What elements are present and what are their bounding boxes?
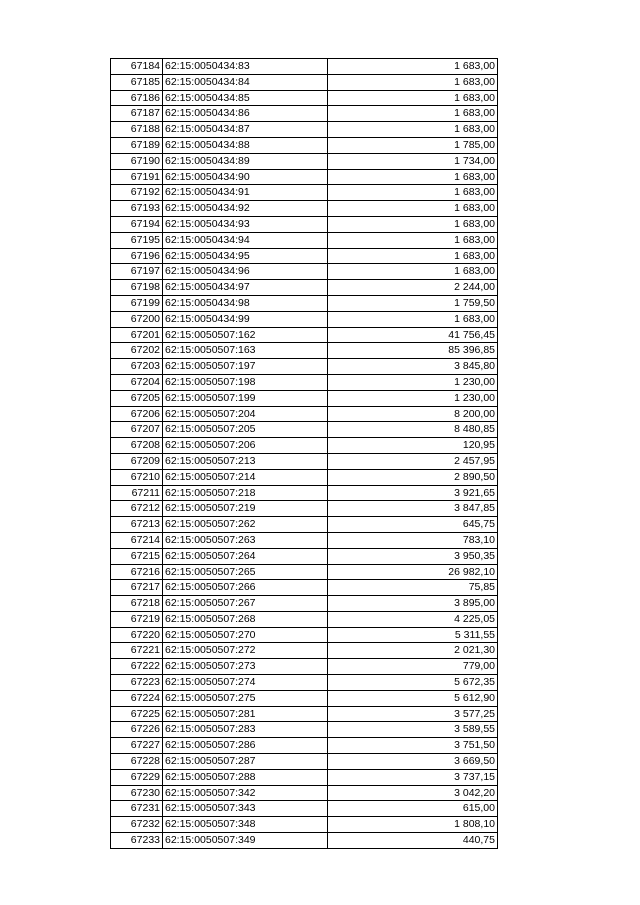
- value-cell: 3 577,25: [328, 706, 498, 722]
- table-row: [111, 532, 498, 548]
- cadastral-number-cell: 62:15:0050434:86: [163, 106, 328, 122]
- value-cell: 26 982,10: [328, 564, 498, 580]
- table-row: [111, 422, 498, 438]
- cadastral-number-cell: 62:15:0050507:275: [163, 690, 328, 706]
- cadastral-number-cell: 62:15:0050434:96: [163, 264, 328, 280]
- cadastral-number-cell: 62:15:0050507:348: [163, 817, 328, 833]
- row-number-cell: 67189: [111, 137, 163, 153]
- table-row: [111, 596, 498, 612]
- value-cell: 5 612,90: [328, 690, 498, 706]
- table-body: [111, 59, 498, 849]
- row-number-cell: 67184: [111, 59, 163, 75]
- value-cell: 8 480,85: [328, 422, 498, 438]
- cadastral-value-table: [110, 58, 498, 849]
- cadastral-number-cell: 62:15:0050507:219: [163, 501, 328, 517]
- value-cell: 3 589,55: [328, 722, 498, 738]
- value-cell: 8 200,00: [328, 406, 498, 422]
- cadastral-number-cell: 62:15:0050507:342: [163, 785, 328, 801]
- value-cell: 5 311,55: [328, 627, 498, 643]
- row-number-cell: 67222: [111, 659, 163, 675]
- row-number-cell: 67221: [111, 643, 163, 659]
- cadastral-number-cell: 62:15:0050434:85: [163, 90, 328, 106]
- table-row: [111, 611, 498, 627]
- value-cell: 2 457,95: [328, 453, 498, 469]
- cadastral-number-cell: 62:15:0050507:218: [163, 485, 328, 501]
- value-cell: 1 683,00: [328, 264, 498, 280]
- row-number-cell: 67228: [111, 754, 163, 770]
- row-number-cell: 67203: [111, 359, 163, 375]
- value-cell: 4 225,05: [328, 611, 498, 627]
- row-number-cell: 67185: [111, 74, 163, 90]
- value-cell: 75,85: [328, 580, 498, 596]
- table-row: [111, 643, 498, 659]
- cadastral-number-cell: 62:15:0050507:214: [163, 469, 328, 485]
- row-number-cell: 67227: [111, 738, 163, 754]
- row-number-cell: 67219: [111, 611, 163, 627]
- cadastral-number-cell: 62:15:0050507:270: [163, 627, 328, 643]
- row-number-cell: 67186: [111, 90, 163, 106]
- cadastral-number-cell: 62:15:0050507:288: [163, 769, 328, 785]
- row-number-cell: 67196: [111, 248, 163, 264]
- cadastral-number-cell: 62:15:0050434:84: [163, 74, 328, 90]
- table-row: [111, 517, 498, 533]
- value-cell: 1 683,00: [328, 74, 498, 90]
- row-number-cell: 67208: [111, 438, 163, 454]
- cadastral-number-cell: 62:15:0050507:162: [163, 327, 328, 343]
- cadastral-number-cell: 62:15:0050434:91: [163, 185, 328, 201]
- cadastral-number-cell: 62:15:0050507:206: [163, 438, 328, 454]
- value-cell: 1 683,00: [328, 216, 498, 232]
- table-row: [111, 501, 498, 517]
- table-row: [111, 343, 498, 359]
- table-row: [111, 248, 498, 264]
- cadastral-number-cell: 62:15:0050434:88: [163, 137, 328, 153]
- row-number-cell: 67226: [111, 722, 163, 738]
- table-row: [111, 359, 498, 375]
- row-number-cell: 67188: [111, 122, 163, 138]
- row-number-cell: 67187: [111, 106, 163, 122]
- row-number-cell: 67210: [111, 469, 163, 485]
- cadastral-number-cell: 62:15:0050507:267: [163, 596, 328, 612]
- row-number-cell: 67194: [111, 216, 163, 232]
- cadastral-number-cell: 62:15:0050507:263: [163, 532, 328, 548]
- table-row: [111, 280, 498, 296]
- value-cell: 5 672,35: [328, 675, 498, 691]
- row-number-cell: 67195: [111, 232, 163, 248]
- cadastral-number-cell: 62:15:0050507:265: [163, 564, 328, 580]
- value-cell: 1 785,00: [328, 137, 498, 153]
- table-row: [111, 264, 498, 280]
- row-number-cell: 67190: [111, 153, 163, 169]
- row-number-cell: 67191: [111, 169, 163, 185]
- table-row: [111, 295, 498, 311]
- row-number-cell: 67223: [111, 675, 163, 691]
- table-row: [111, 137, 498, 153]
- table-row: [111, 754, 498, 770]
- cadastral-number-cell: 62:15:0050507:286: [163, 738, 328, 754]
- row-number-cell: 67213: [111, 517, 163, 533]
- cadastral-number-cell: 62:15:0050434:99: [163, 311, 328, 327]
- cadastral-number-cell: 62:15:0050507:204: [163, 406, 328, 422]
- cadastral-number-cell: 62:15:0050507:213: [163, 453, 328, 469]
- value-cell: 3 751,50: [328, 738, 498, 754]
- cadastral-number-cell: 62:15:0050434:83: [163, 59, 328, 75]
- cadastral-number-cell: 62:15:0050434:89: [163, 153, 328, 169]
- table-row: [111, 580, 498, 596]
- value-cell: 1 230,00: [328, 374, 498, 390]
- row-number-cell: 67209: [111, 453, 163, 469]
- table-row: [111, 406, 498, 422]
- table-row: [111, 153, 498, 169]
- cadastral-number-cell: 62:15:0050434:98: [163, 295, 328, 311]
- table-row: [111, 453, 498, 469]
- row-number-cell: 67192: [111, 185, 163, 201]
- row-number-cell: 67202: [111, 343, 163, 359]
- cadastral-number-cell: 62:15:0050434:87: [163, 122, 328, 138]
- table-row: [111, 438, 498, 454]
- row-number-cell: 67200: [111, 311, 163, 327]
- row-number-cell: 67231: [111, 801, 163, 817]
- cadastral-number-cell: 62:15:0050507:163: [163, 343, 328, 359]
- value-cell: 3 845,80: [328, 359, 498, 375]
- row-number-cell: 67197: [111, 264, 163, 280]
- cadastral-number-cell: 62:15:0050507:281: [163, 706, 328, 722]
- table-row: [111, 785, 498, 801]
- table-row: [111, 327, 498, 343]
- cadastral-number-cell: 62:15:0050507:283: [163, 722, 328, 738]
- cadastral-number-cell: 62:15:0050507:343: [163, 801, 328, 817]
- cadastral-number-cell: 62:15:0050434:95: [163, 248, 328, 264]
- cadastral-number-cell: 62:15:0050507:264: [163, 548, 328, 564]
- cadastral-number-cell: 62:15:0050434:97: [163, 280, 328, 296]
- cadastral-number-cell: 62:15:0050507:262: [163, 517, 328, 533]
- value-cell: 2 890,50: [328, 469, 498, 485]
- row-number-cell: 67198: [111, 280, 163, 296]
- value-cell: 1 683,00: [328, 59, 498, 75]
- cadastral-number-cell: 62:15:0050434:90: [163, 169, 328, 185]
- value-cell: 783,10: [328, 532, 498, 548]
- row-number-cell: 67216: [111, 564, 163, 580]
- table-row: [111, 690, 498, 706]
- table-row: [111, 106, 498, 122]
- table-row: [111, 722, 498, 738]
- table-row: [111, 548, 498, 564]
- row-number-cell: 67215: [111, 548, 163, 564]
- value-cell: 2 021,30: [328, 643, 498, 659]
- value-cell: 779,00: [328, 659, 498, 675]
- cadastral-number-cell: 62:15:0050507:287: [163, 754, 328, 770]
- row-number-cell: 67218: [111, 596, 163, 612]
- row-number-cell: 67212: [111, 501, 163, 517]
- cadastral-number-cell: 62:15:0050507:199: [163, 390, 328, 406]
- row-number-cell: 67220: [111, 627, 163, 643]
- cadastral-number-cell: 62:15:0050434:93: [163, 216, 328, 232]
- table-row: [111, 469, 498, 485]
- table-row: [111, 390, 498, 406]
- table-row: [111, 659, 498, 675]
- table-row: [111, 311, 498, 327]
- value-cell: 440,75: [328, 833, 498, 849]
- value-cell: 3 669,50: [328, 754, 498, 770]
- table-row: [111, 232, 498, 248]
- value-cell: 2 244,00: [328, 280, 498, 296]
- value-cell: 3 950,35: [328, 548, 498, 564]
- value-cell: 3 921,65: [328, 485, 498, 501]
- table-row: [111, 169, 498, 185]
- cadastral-number-cell: 62:15:0050434:92: [163, 201, 328, 217]
- row-number-cell: 67230: [111, 785, 163, 801]
- table-row: [111, 185, 498, 201]
- table-row: [111, 485, 498, 501]
- row-number-cell: 67201: [111, 327, 163, 343]
- table-row: [111, 564, 498, 580]
- value-cell: 1 683,00: [328, 169, 498, 185]
- table-row: [111, 627, 498, 643]
- table-row: [111, 801, 498, 817]
- row-number-cell: 67207: [111, 422, 163, 438]
- cadastral-number-cell: 62:15:0050434:94: [163, 232, 328, 248]
- table-row: [111, 122, 498, 138]
- value-cell: 1 808,10: [328, 817, 498, 833]
- row-number-cell: 67193: [111, 201, 163, 217]
- cadastral-number-cell: 62:15:0050507:274: [163, 675, 328, 691]
- table-row: [111, 201, 498, 217]
- table-row: [111, 769, 498, 785]
- row-number-cell: 67204: [111, 374, 163, 390]
- row-number-cell: 67205: [111, 390, 163, 406]
- table-row: [111, 59, 498, 75]
- row-number-cell: 67217: [111, 580, 163, 596]
- value-cell: 1 683,00: [328, 106, 498, 122]
- value-cell: 1 230,00: [328, 390, 498, 406]
- value-cell: 3 737,15: [328, 769, 498, 785]
- value-cell: 1 683,00: [328, 90, 498, 106]
- value-cell: 1 683,00: [328, 248, 498, 264]
- table-row: [111, 90, 498, 106]
- value-cell: 1 759,50: [328, 295, 498, 311]
- value-cell: 120,95: [328, 438, 498, 454]
- cadastral-number-cell: 62:15:0050507:272: [163, 643, 328, 659]
- cadastral-number-cell: 62:15:0050507:205: [163, 422, 328, 438]
- cadastral-number-cell: 62:15:0050507:198: [163, 374, 328, 390]
- row-number-cell: 67229: [111, 769, 163, 785]
- value-cell: 645,75: [328, 517, 498, 533]
- table-row: [111, 216, 498, 232]
- row-number-cell: 67225: [111, 706, 163, 722]
- row-number-cell: 67199: [111, 295, 163, 311]
- cadastral-number-cell: 62:15:0050507:197: [163, 359, 328, 375]
- table-row: [111, 706, 498, 722]
- value-cell: 3 042,20: [328, 785, 498, 801]
- value-cell: 85 396,85: [328, 343, 498, 359]
- value-cell: 1 683,00: [328, 185, 498, 201]
- row-number-cell: 67206: [111, 406, 163, 422]
- value-cell: 3 895,00: [328, 596, 498, 612]
- value-cell: 615,00: [328, 801, 498, 817]
- table-row: [111, 738, 498, 754]
- table-row: [111, 817, 498, 833]
- value-cell: 41 756,45: [328, 327, 498, 343]
- value-cell: 1 734,00: [328, 153, 498, 169]
- cadastral-number-cell: 62:15:0050507:349: [163, 833, 328, 849]
- value-cell: 1 683,00: [328, 311, 498, 327]
- table-row: [111, 833, 498, 849]
- row-number-cell: 67214: [111, 532, 163, 548]
- table-row: [111, 675, 498, 691]
- value-cell: 1 683,00: [328, 232, 498, 248]
- cadastral-number-cell: 62:15:0050507:268: [163, 611, 328, 627]
- row-number-cell: 67211: [111, 485, 163, 501]
- cadastral-number-cell: 62:15:0050507:273: [163, 659, 328, 675]
- row-number-cell: 67224: [111, 690, 163, 706]
- cadastral-number-cell: 62:15:0050507:266: [163, 580, 328, 596]
- table-row: [111, 374, 498, 390]
- row-number-cell: 67233: [111, 833, 163, 849]
- row-number-cell: 67232: [111, 817, 163, 833]
- table-row: [111, 74, 498, 90]
- value-cell: 1 683,00: [328, 201, 498, 217]
- value-cell: 3 847,85: [328, 501, 498, 517]
- value-cell: 1 683,00: [328, 122, 498, 138]
